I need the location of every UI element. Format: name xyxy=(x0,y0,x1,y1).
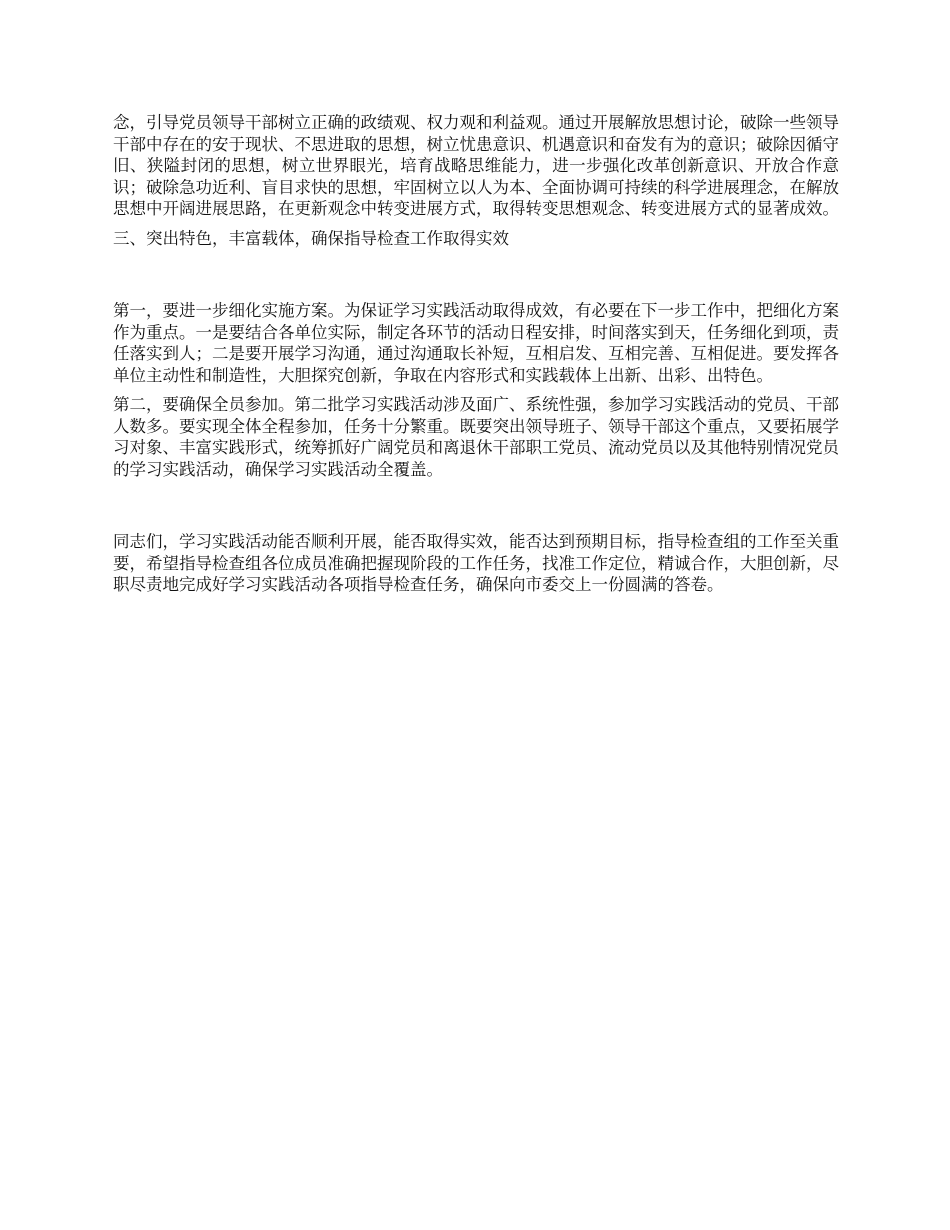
paragraph-second-point: 第二，要确保全员参加。第二批学习实践活动涉及面广、系统性强，参加学习实践活动的党员、干部人数多。要实现全体全程参加，任务十分繁重。既要突出领导班子、领导干部这个重点，又要拓展学习对象、丰富实践形式，统筹抓好广阔党员和离退休干部职工党员、流动党员以及其他特别情况党员的学习实践活动，确保学习实践活动全覆盖。 xyxy=(113,395,839,479)
paragraph-closing: 同志们，学习实践活动能否顺利开展，能否取得实效，能否达到预期目标，指导检查组的工作至关重要，希望指导检查组各位成员准确把握现阶段的工作任务，找准工作定位，精诚合作，大胆创新，尽职尽责地完成好学习实践活动各项指导检查任务，确保向市委交上一份圆满的答卷。 xyxy=(113,532,839,594)
section-heading-three: 三、突出特色，丰富载体，确保指导检查工作取得实效 xyxy=(113,228,509,248)
document-body xyxy=(113,112,839,596)
paragraph-ideology: 念，引导党员领导干部树立正确的政绩观、权力观和利益观。通过开展解放思想讨论，破除一些领导干部中存在的安于现状、不思进取的思想，树立忧患意识、机遇意识和奋发有为的意识；破除因循守旧、狭隘封闭的思想，树立世界眼光，培育战略思维能力，进一步强化改革创新意识、开放合作意识；破除急功近利、盲目求快的思想，牢固树立以人为本、全面协调可持续的科学进展理念，在解放思想中开阔进展思路，在更新观念中转变进展方式，取得转变思想观念、转变进展方式的显著成效。 xyxy=(113,113,839,218)
paragraph-first-point: 第一，要进一步细化实施方案。为保证学习实践活动取得成效，有必要在下一步工作中，把细化方案作为重点。一是要结合各单位实际，制定各环节的活动日程安排，时间落实到天，任务细化到项，责任落实到人；二是要开展学习沟通，通过沟通取长补短，互相启发、互相完善、互相促进。要发挥各单位主动性和制造性，大胆探究创新，争取在内容形式和实践载体上出新、出彩、出特色。 xyxy=(113,301,839,385)
